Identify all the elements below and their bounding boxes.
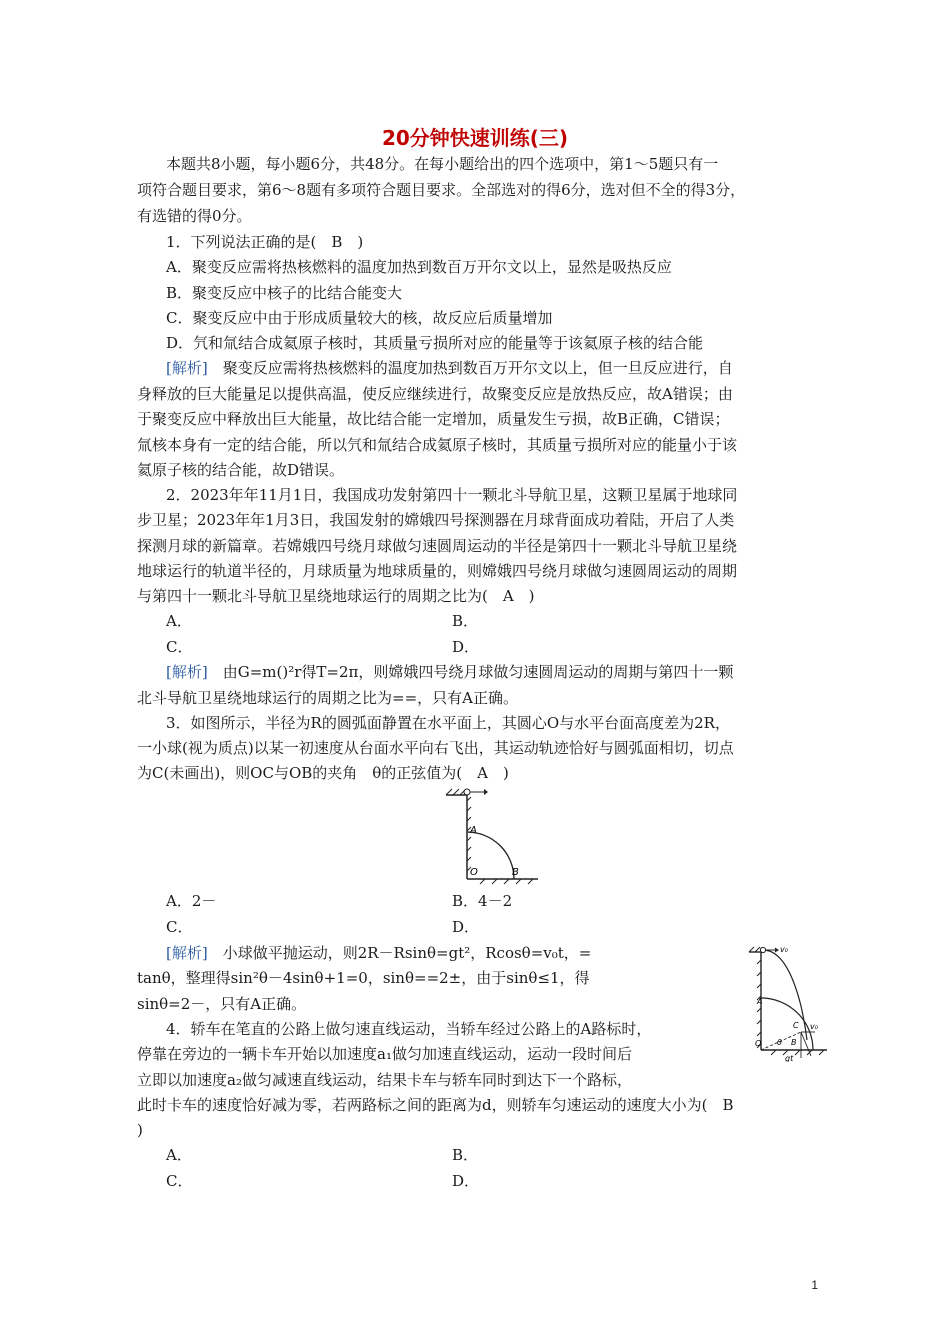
question-4-stem: 4．轿车在笔直的公路上做匀速直线运动，当轿车经过公路上的A路标时，: [166, 1020, 652, 1038]
question-3-analysis: tanθ，整理得sin²θ－4sinθ+1=0，sinθ==2±，由于sinθ≤1，得: [137, 969, 590, 987]
figure-label: O: [470, 867, 478, 878]
question-4-option: C．: [166, 1172, 193, 1190]
question-2-option: A．: [166, 612, 192, 630]
analysis-text: 聚变反应需将热核燃料的温度加热到数百万开尔文以上，但一旦反应进行，自: [207, 359, 733, 377]
question-4-option: B．: [452, 1146, 479, 1164]
intro-line: 项符合题目要求，第6～8题有多项符合题目要求。全部选对的得6分，选对但不全的得3分，: [137, 181, 746, 199]
figure-label: B: [791, 1038, 797, 1047]
analysis-text: 小球做平抛运动，则2R－Rsinθ=gt²，Rcosθ=v₀t，=: [207, 944, 592, 962]
question-3-analysis-first: [166, 940, 591, 966]
question-3-option: C．: [166, 918, 193, 936]
page-title: 20分钟快速训练(三): [381, 126, 569, 150]
question-4-stem: 立即以加速度a₂做匀减速直线运动，结果卡车与轿车同时到达下一个路标，: [137, 1071, 632, 1089]
question-2-stem: 与第四十一颗北斗导航卫星绕地球运行的周期之比为( A ): [137, 587, 535, 605]
question-3-stem: 一小球(视为质点)以某一初速度从台面水平向右飞出，其运动轨迹恰好与圆弧面相切，切点: [137, 739, 734, 757]
page-number: 1: [811, 1278, 818, 1292]
question-3-stem: 3．如图所示，半径为R的圆弧面静置在水平面上，其圆心O与水平台面高度差为2R，: [166, 714, 730, 732]
analysis-tag: [解析]: [166, 359, 208, 377]
question-1-stem: 1．下列说法正确的是( B ): [166, 233, 364, 251]
figure-label: v₀: [780, 945, 788, 954]
analysis-tag: [解析]: [166, 663, 208, 681]
question-2-option: D．: [452, 638, 480, 656]
question-4-stem: 停靠在旁边的一辆卡车开始以加速度a₁做匀加速直线运动，运动一段时间后: [137, 1045, 632, 1063]
figure-label: gt: [785, 1054, 794, 1062]
figure-label: C: [793, 1021, 799, 1030]
figure-label: A: [757, 997, 763, 1006]
figure-label: O: [755, 1039, 762, 1048]
question-1-analysis: 身释放的巨大能量足以提供高温，使反应继续进行，故聚变反应是放热反应，故A错误；由: [137, 385, 733, 403]
question-3-analysis: sinθ=2－，只有A正确。: [137, 995, 307, 1013]
question-1-option: A．聚变反应需将热核燃料的温度加热到数百万开尔文以上，显然是吸热反应: [166, 258, 672, 276]
question-4-stem: 此时卡车的速度恰好减为零，若两路标之间的距离为d，则轿车匀速运动的速度大小为( B: [137, 1096, 734, 1114]
question-3-option: B．4－2: [452, 892, 513, 910]
question-1-analysis-first: [166, 355, 733, 381]
figure-label: v₀: [810, 1022, 818, 1031]
question-2-stem: 地球运行的轨道半径的，月球质量为地球质量的，则嫦娥四号绕月球做匀速圆周运动的周期: [137, 562, 738, 580]
question-4-stem: ): [137, 1121, 143, 1139]
question-3-figure: [440, 787, 544, 885]
question-3-stem: 为C(未画出)，则OC与OB的夹角 θ的正弦值为( A ): [137, 764, 509, 782]
figure-label: θ: [777, 1038, 782, 1047]
analysis-tag: [解析]: [166, 944, 208, 962]
analysis-text: 由G=m()²r得T=2π，则嫦娥四号绕月球做匀速圆周运动的周期与第四十一颗: [207, 663, 734, 681]
question-2-stem: 2．2023年年11月1日，我国成功发射第四十一颗北斗导航卫星，这颗卫星属于地球同: [166, 486, 738, 504]
question-1-analysis: 于聚变反应中释放出巨大能量，故比结合能一定增加，质量发生亏损，故B正确，C错误；: [137, 410, 730, 428]
intro-line: 有选错的得0分。: [137, 207, 252, 225]
question-2-option: C．: [166, 638, 193, 656]
question-3-option: A．2－: [166, 892, 217, 910]
question-1-analysis: 氦原子核的结合能，故D错误。: [137, 461, 345, 479]
question-2-analysis: 北斗导航卫星绕地球运行的周期之比为==，只有A正确。: [137, 689, 518, 707]
question-1-option: D．氕和氚结合成氦原子核时，其质量亏损所对应的能量等于该氦原子核的结合能: [166, 334, 704, 352]
question-3-solution-figure: [735, 940, 835, 1062]
figure-label: A: [470, 825, 477, 836]
question-1-option: B．聚变反应中核子的比结合能变大: [166, 284, 403, 302]
question-1-option: C．聚变反应中由于形成质量较大的核，故反应后质量增加: [166, 309, 553, 327]
question-2-stem: 探测月球的新篇章。若嫦娥四号绕月球做匀速圆周运动的半径是第四十一颗北斗导航卫星绕: [137, 537, 738, 555]
question-2-analysis-first: [166, 659, 733, 685]
question-4-option: D．: [452, 1172, 480, 1190]
question-3-option: D．: [452, 918, 480, 936]
figure-label: B: [512, 867, 519, 878]
question-1-analysis: 氚核本身有一定的结合能，所以氕和氚结合成氦原子核时，其质量亏损所对应的能量小于该: [137, 436, 738, 454]
question-4-option: A．: [166, 1146, 192, 1164]
question-2-option: B．: [452, 612, 479, 630]
intro-line: 本题共8小题，每小题6分，共48分。在每小题给出的四个选项中，第1～5题只有一: [166, 155, 719, 173]
question-2-stem: 步卫星；2023年年1月3日，我国发射的嫦娥四号探测器在月球背面成功着陆，开启了人类: [137, 511, 735, 529]
